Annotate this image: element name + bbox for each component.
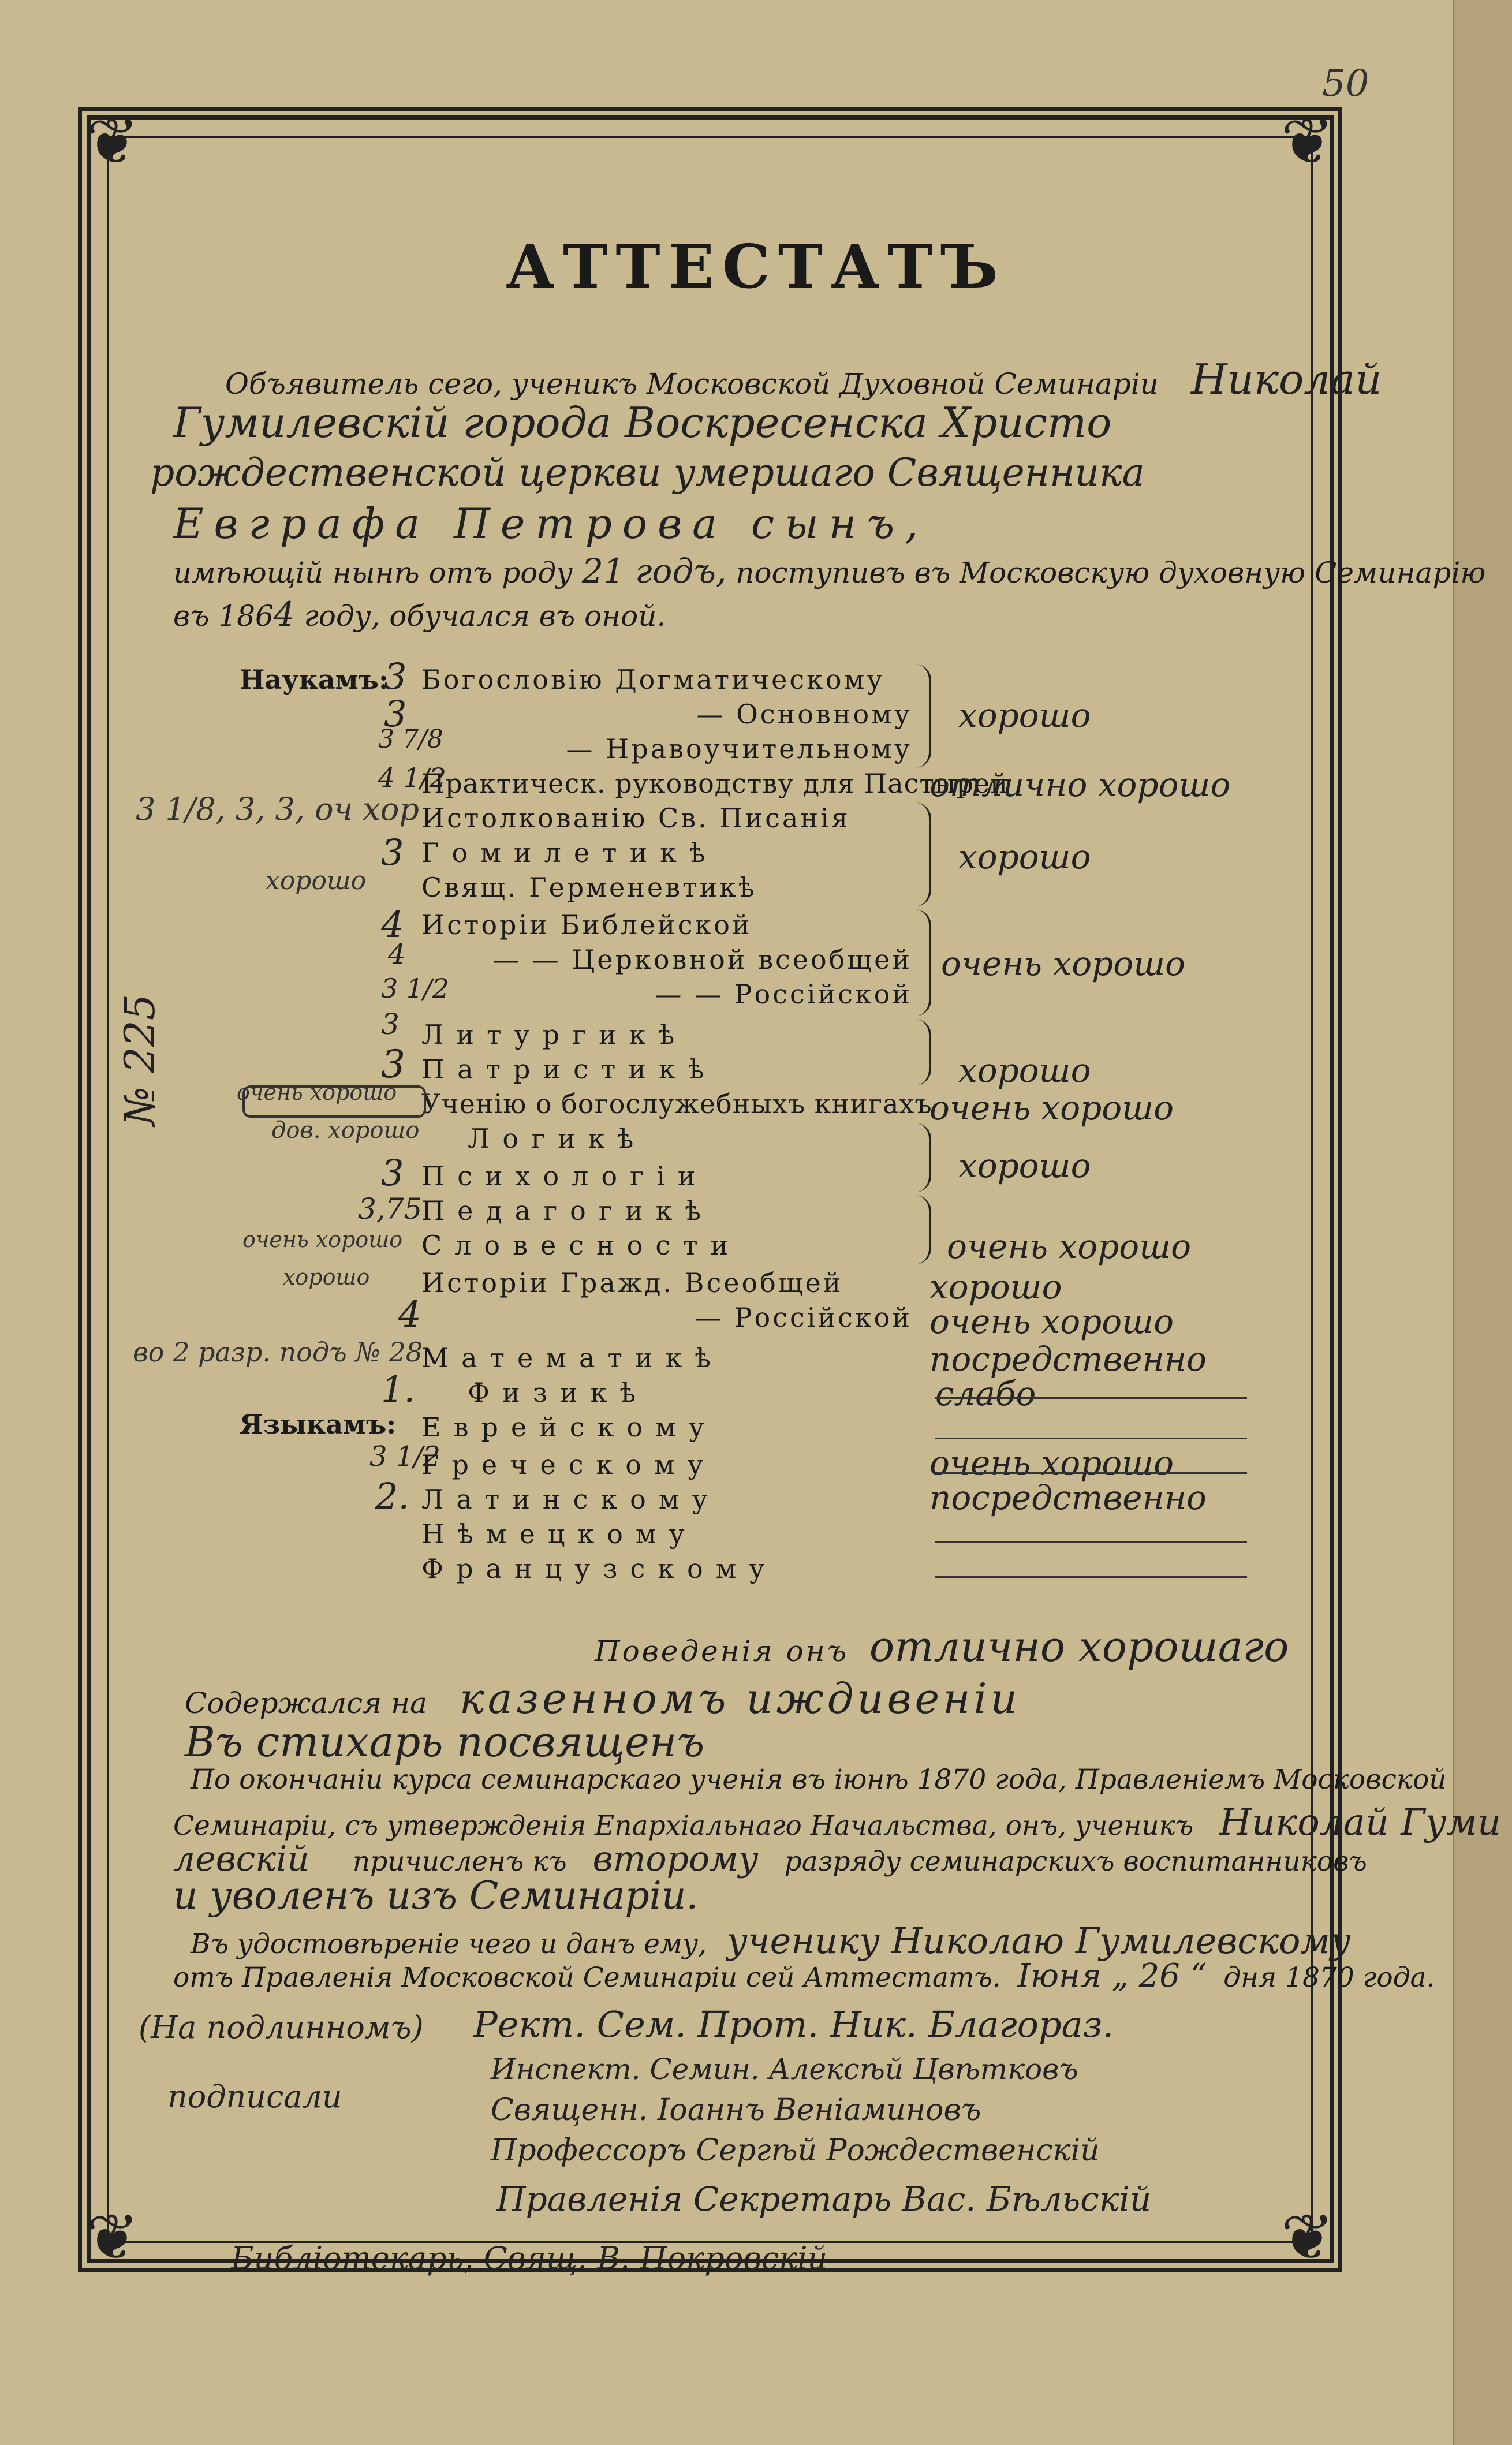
grade: 2. xyxy=(375,1475,410,1517)
subject-row: Ученію о богослужебныхъ книгахъ xyxy=(421,1088,932,1119)
signature-secretary: Правленія Секретарь Вас. Бѣльскій xyxy=(496,2179,1152,2219)
completion-line-2: Семинаріи, съ утвержденія Епархіальнаго Начальства, онъ, ученикъ Николай Гуми xyxy=(173,1801,1502,1844)
corner-ornament-icon: ❦ xyxy=(1280,104,1335,178)
mark: очень хорошо xyxy=(947,1227,1192,1266)
subject-row: — — Церковной всеобщей xyxy=(492,944,912,975)
page-number: 50 xyxy=(1322,62,1369,105)
on-original-note: (На подлинномъ) xyxy=(139,2009,424,2045)
signed-note: подписали xyxy=(167,2078,342,2115)
intro-line-2: Гумилевскій города Воскресенска Христо xyxy=(173,398,1112,447)
subject-row: Гомилетикѣ xyxy=(421,837,718,868)
completion-line-3: левскій причисленъ къ второму разряду семинарскихъ воспитанниковъ xyxy=(173,1839,1367,1879)
mark: хорошо xyxy=(929,1267,1062,1307)
grade: 3 xyxy=(381,831,404,874)
grade: 3 7/8 xyxy=(378,725,443,754)
language-row: Еврейскому xyxy=(421,1412,717,1443)
mark: хорошо xyxy=(958,837,1091,876)
mark: отлично хорошо xyxy=(929,765,1231,804)
grade: 4 xyxy=(381,904,404,946)
mark: слабо xyxy=(935,1374,1036,1413)
subject-row: Практическ. руководству для Пастырей xyxy=(421,768,1009,799)
subject-row: Психологіи xyxy=(421,1160,708,1192)
mark: очень хорошо xyxy=(941,944,1186,983)
grade: 3 xyxy=(381,1042,405,1087)
side-note: хорошо xyxy=(266,866,367,895)
stikhar-line: Въ стихарь посвященъ xyxy=(185,1718,705,1766)
registration-number: № 225 xyxy=(115,994,164,1126)
certification-line-1: Въ удостовѣреніе чего и данъ ему, ученику Николаю Гумилевскому xyxy=(191,1920,1351,1962)
grade: 4 xyxy=(398,1293,421,1335)
subject-row: Свящ. Герменевтикѣ xyxy=(421,872,757,903)
corner-ornament-icon: ❦ xyxy=(1280,2200,1335,2274)
sciences-label: Наукамъ: xyxy=(240,664,389,695)
intro-line-5: имѣющій нынѣ отъ роду 21 годъ, поступивъ въ Московскую духовную Семинарію xyxy=(173,551,1486,591)
mark: очень хорошо xyxy=(929,1302,1174,1341)
side-note: очень хорошо xyxy=(237,1080,397,1105)
completion-line-1: По окончаніи курса семинарскаго ученія въ іюнѣ 1870 года, Правленіемъ Московской xyxy=(191,1764,1447,1796)
subject-row: — Основному xyxy=(696,699,912,730)
subject-row: Богословію Догматическому xyxy=(421,664,885,695)
subject-row: Педагогикѣ xyxy=(421,1195,714,1226)
subject-row: Исторіи Гражд. Всеобщей xyxy=(421,1267,843,1298)
intro-line-4: Евграфа Петрова сынъ, xyxy=(173,499,929,548)
group-brace xyxy=(915,802,931,906)
blank-line xyxy=(935,1397,1247,1399)
group-brace xyxy=(915,1123,931,1192)
grade: 3 1/2 xyxy=(369,1440,441,1473)
next-page-edge xyxy=(1453,0,1512,2445)
grade: 3 xyxy=(384,693,407,735)
maintenance-line: Содержался на казенномъ иждивеніи xyxy=(185,1674,1021,1723)
subject-row: Логикѣ xyxy=(468,1123,647,1154)
side-note: во 2 разр. подъ № 28 xyxy=(133,1337,423,1368)
corner-ornament-icon: ❦ xyxy=(85,104,140,178)
mark: посредственно xyxy=(929,1339,1207,1379)
grade: 3 xyxy=(381,1007,400,1041)
subject-row: Исторіи Библейской xyxy=(421,909,752,940)
subject-row: Истолкованію Св. Писанія xyxy=(421,802,850,834)
grade: 3 xyxy=(381,1152,404,1194)
blank-line xyxy=(935,1576,1247,1578)
subject-row: Литургикѣ xyxy=(421,1019,688,1050)
grade: 3 xyxy=(384,655,407,697)
group-brace xyxy=(915,909,931,1016)
blank-line xyxy=(935,1472,1247,1474)
mark: хорошо xyxy=(958,696,1091,735)
conduct-line: Поведенія онъ отлично хорошаго xyxy=(595,1622,1289,1671)
mark: очень хорошо xyxy=(929,1443,1174,1483)
languages-label: Языкамъ: xyxy=(240,1409,397,1440)
signature-rector: Рект. Сем. Прот. Ник. Благораз. xyxy=(473,2003,1114,2045)
intro-line-6: въ 1864 году, обучался въ оной. xyxy=(173,595,666,634)
grade: 1. xyxy=(381,1368,416,1410)
grade: 3,75 xyxy=(358,1192,423,1226)
language-row: Греческому xyxy=(421,1449,716,1480)
signature-inspector: Инспект. Семин. Алексѣй Цвѣтковъ xyxy=(491,2052,1078,2086)
blank-line xyxy=(935,1438,1247,1439)
subject-row: Физикѣ xyxy=(468,1377,649,1408)
group-brace xyxy=(915,1019,931,1085)
side-note: очень хорошо xyxy=(242,1227,403,1252)
subject-row: — Россійской xyxy=(694,1302,912,1333)
grade: 4 xyxy=(388,938,406,970)
language-row: Латинскому xyxy=(421,1484,720,1515)
language-row: Французскому xyxy=(421,1553,778,1584)
side-note: 3 1/8, 3, 3, оч хор xyxy=(136,791,419,827)
certification-line-2: отъ Правленія Московской Семинаріи сей Аттестатъ. Іюня „ 26 “ дня 1870 года. xyxy=(173,1957,1435,1995)
mark: посредственно xyxy=(929,1478,1207,1517)
blank-line xyxy=(935,1541,1247,1543)
side-note: хорошо xyxy=(283,1264,370,1290)
grade: 3 1/2 xyxy=(381,973,449,1004)
signature-librarian: Библіотекарь, Свящ. В. Покровскій xyxy=(231,2240,828,2276)
intro-line-3: рождественской церкви умершаго Священника xyxy=(150,450,1145,495)
corner-ornament-icon: ❦ xyxy=(85,2200,140,2274)
completion-line-4: и уволенъ изъ Семинаріи. xyxy=(173,1873,699,1918)
subject-row: — — Россійской xyxy=(655,979,912,1010)
mark: хорошо xyxy=(958,1146,1091,1185)
mark: очень хорошо xyxy=(929,1088,1174,1128)
mark: хорошо xyxy=(958,1051,1091,1090)
document-title: АТТЕСТАТЪ xyxy=(506,231,1006,302)
group-brace xyxy=(915,1195,931,1264)
grade: 4 1/2 xyxy=(378,762,446,793)
subject-row: — Нравоучительному xyxy=(566,733,912,764)
signature-professor: Профессоръ Сергѣй Рождественскій xyxy=(491,2133,1100,2168)
subject-row: Патристикѣ xyxy=(421,1054,717,1085)
group-brace xyxy=(915,664,931,768)
signature-priest: Священн. Іоаннъ Веніаминовъ xyxy=(491,2093,981,2127)
subject-row: Словесности xyxy=(421,1230,741,1261)
language-row: Нѣмецкому xyxy=(421,1518,697,1550)
side-note: дов. хорошо xyxy=(271,1117,420,1144)
subject-row: Математикѣ xyxy=(421,1342,723,1373)
intro-line-1: Объявитель сего, ученикъ Московской Духовной Семинаріи Николай xyxy=(225,355,1382,404)
